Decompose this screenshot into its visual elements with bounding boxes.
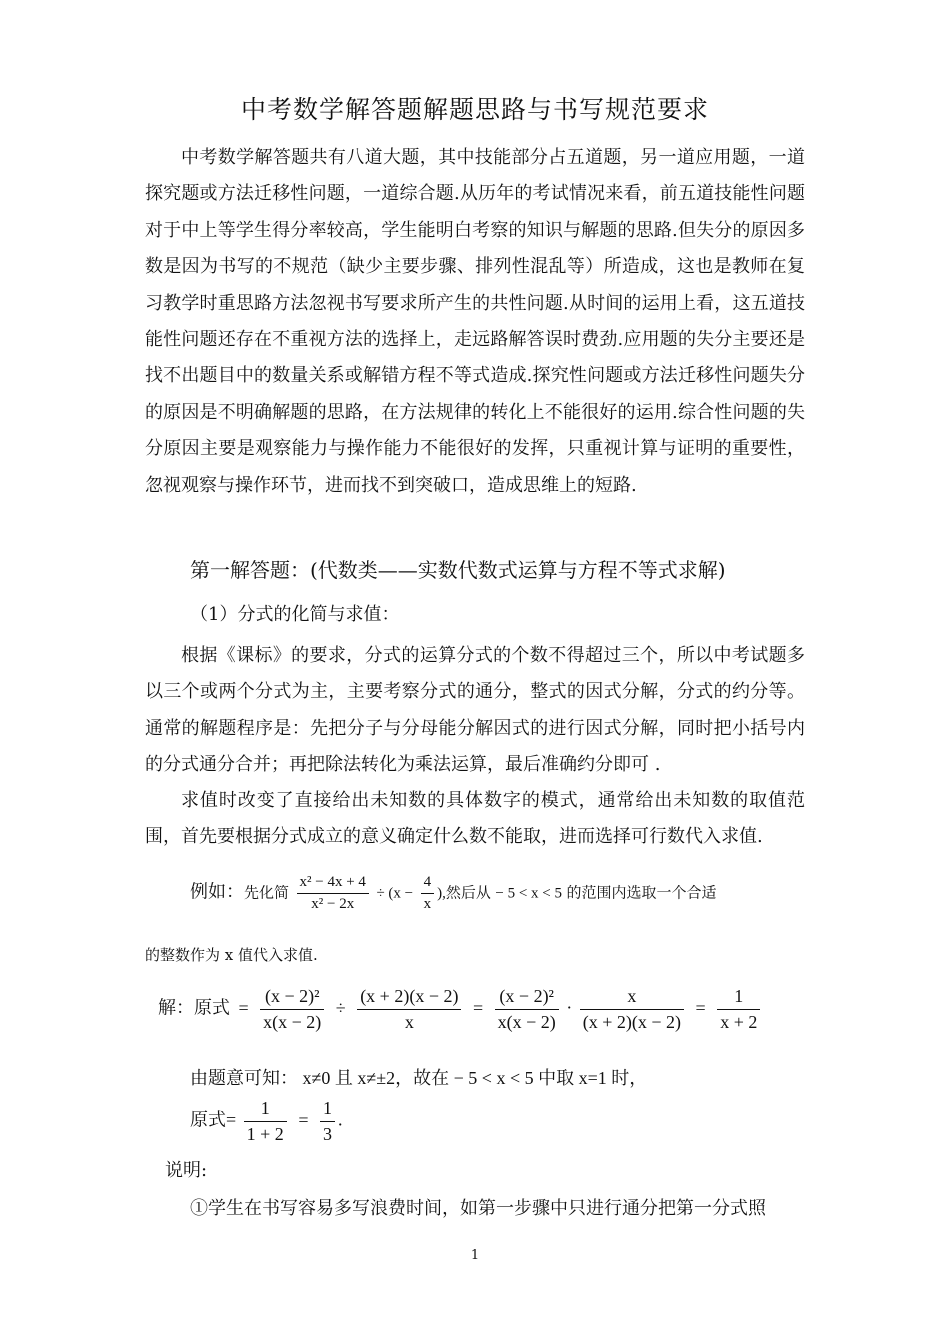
solution-fraction-b-numerator: (x + 2)(x − 2) <box>357 986 461 1010</box>
example-line <box>190 874 717 913</box>
solution-divide: ÷ <box>335 997 346 1018</box>
result-fraction-1-denominator: 1 + 2 <box>246 1124 284 1144</box>
solution-fraction-d-denominator: (x + 2)(x − 2) <box>582 1012 682 1032</box>
page-title: 中考数学解答题解题思路与书写规范要求 <box>240 95 709 124</box>
example-fraction-1-denominator: x² − 2x <box>311 896 355 912</box>
condition-line <box>190 1064 647 1090</box>
note-label: 说明: <box>165 1160 208 1181</box>
solution-fraction-b <box>357 986 461 1033</box>
solution-fraction-e <box>717 986 760 1033</box>
solution-fraction-d <box>580 986 684 1033</box>
example-divide-open: ÷ (x − <box>376 885 414 902</box>
solution-fraction-b-denominator: x <box>404 1012 414 1032</box>
example-range: − 5 < x < 5 <box>495 885 563 902</box>
example-fraction-1-numerator: x² − 4x + 4 <box>297 874 369 894</box>
result-fraction-1-numerator: 1 <box>244 1098 287 1122</box>
condition-range: − 5 < x < 5 <box>453 1068 534 1088</box>
solution-fraction-e-denominator: x + 2 <box>720 1012 758 1032</box>
note-item-1: ①学生在书写容易多写浪费时间，如第一步骤中只进行通分把第一分式照 <box>190 1198 766 1219</box>
result-fraction-1 <box>244 1098 287 1145</box>
solution-fraction-c-denominator: x(x − 2) <box>497 1012 556 1032</box>
example-fraction-2-numerator: 4 <box>421 874 435 894</box>
example-post: 的范围内选取一个合适 <box>566 885 717 902</box>
result-line <box>190 1098 342 1145</box>
solution-fraction-a-denominator: x(x − 2) <box>263 1012 322 1032</box>
solution-fraction-a-numerator: (x − 2)² <box>260 986 324 1010</box>
value-paragraph: 求值时改变了直接给出未知数的具体数字的模式，通常给出未知数的取值范围，首先要根据分式成立的意义确定什么数不能取，进而选择可行数代入求值. <box>145 790 805 848</box>
solution-fraction-a <box>260 986 324 1033</box>
solution-fraction-d-numerator: x <box>580 986 684 1010</box>
result-fraction-2-numerator: 1 <box>320 1098 335 1122</box>
solution-equals-1: = <box>238 997 249 1018</box>
result-fraction-2 <box>320 1098 335 1145</box>
subsection-title: （1）分式的化简与求值： <box>190 604 400 625</box>
result-equals: = <box>298 1109 309 1130</box>
condition-text-2: 中取 x=1 时， <box>538 1068 648 1088</box>
example-fraction-1 <box>297 874 369 913</box>
example-lead: 例如： <box>190 881 244 902</box>
solution-fraction-c-numerator: (x − 2)² <box>495 986 559 1010</box>
result-end: . <box>337 1109 343 1130</box>
solution-lead: 解：原式 <box>158 997 230 1018</box>
example-then: 然后从 <box>445 885 491 902</box>
section-heading: 第一解答题：(代数类——实数代数式运算与方程不等式求解) <box>190 558 726 582</box>
solution-equals-3: = <box>695 997 706 1018</box>
example-pre: 先化简 <box>244 885 290 902</box>
rules-paragraph: 根据《课标》的要求，分式的运算分式的个数不得超过三个，所以中考试题多以三个或两个分式为主，主要考察分式的通分，整式的因式分解，分式的约分等。通常的解题程序是：先把分子与分母能分解因式的进行因式分解，同时把小括号内的分式通分合并；再把除法转化为乘法运算，最后准确约分即可 . <box>145 645 805 776</box>
condition-text-1: 由题意可知： x≠0 且 x≠±2，故在 <box>190 1068 450 1088</box>
solution-line <box>158 986 763 1033</box>
solution-dot: · <box>566 997 573 1018</box>
example-fraction-2-denominator: x <box>423 896 432 912</box>
example-line-2: 的整数作为 x 值代入求值. <box>145 946 318 964</box>
solution-equals-2: = <box>472 997 484 1018</box>
intro-paragraph: 中考数学解答题共有八道大题，其中技能部分占五道题，另一道应用题，一道探究题或方法迁移性问题，一道综合题.从历年的考试情况来看，前五道技能性问题对于中上等学生得分率较高，学生能明白考察的知识与解题的思路.但失分的原因多数是因为书写的不规范（缺少主要步骤、排列性混乱等）所造成，这也是教师在复习教学时重思路方法忽视书写要求所产生的共性问题.从时间的运用上看，这五道技能性问题还存在不重视方法的选择上，走远路解答误时费劲.应用题的失分主要还是找不出题目中的数量关系或解错方程不等式造成.探究性问题或方法迁移性问题失分的原因是不明确解题的思路，在方法规律的转化上不能很好的运用.综合性问题的失分原因主要是观察能力与操作能力不能很好的发挥，只重视计算与证明的重要性，忽视观察与操作环节，进而找不到突破口，造成思维上的短路. <box>145 147 805 496</box>
example-close: ), <box>437 885 446 902</box>
example-fraction-2 <box>421 874 435 913</box>
solution-fraction-e-numerator: 1 <box>717 986 760 1010</box>
result-lead: 原式= <box>190 1109 237 1130</box>
result-fraction-2-denominator: 3 <box>322 1124 332 1144</box>
page-number: 1 <box>470 1248 480 1263</box>
solution-fraction-c <box>495 986 559 1033</box>
